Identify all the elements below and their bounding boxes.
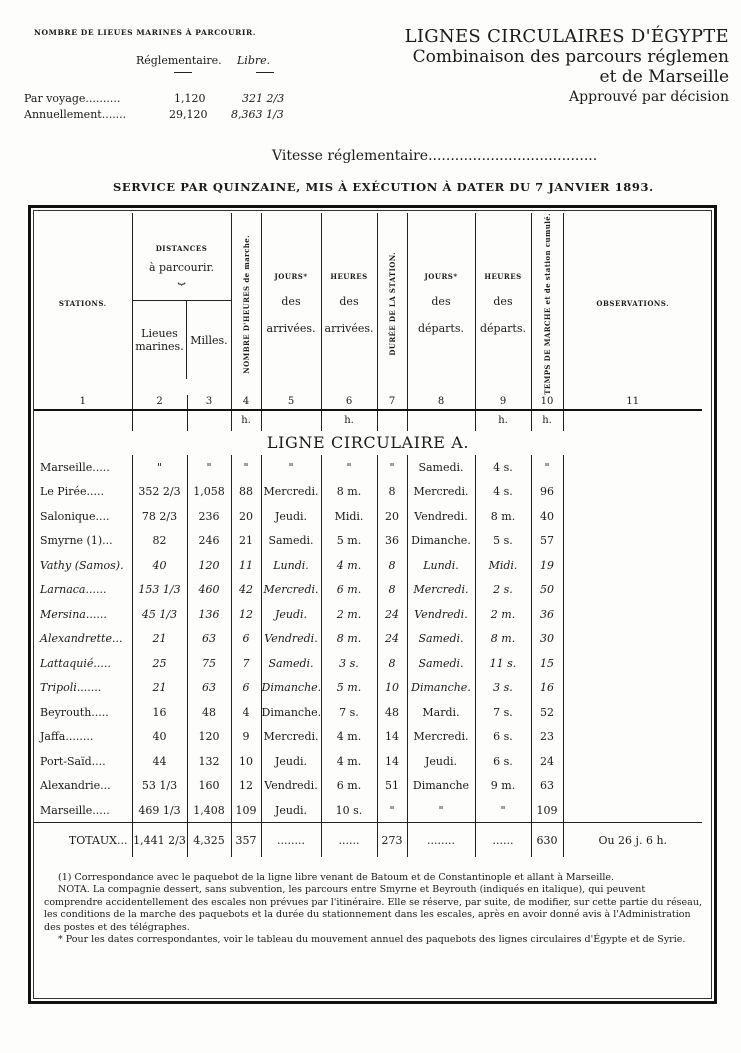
table-header-row [34,213,702,395]
table-cell: Dimanche [407,773,475,798]
table-cell: 20 [231,504,261,529]
header-temps-cell [531,213,563,395]
table-cell: 7 [231,651,261,676]
table-cell: 352 2/3 [132,479,187,504]
subtitle-line: et de Marseille [599,67,729,87]
observation-cell [563,577,702,602]
row-label: Par voyage.......... [24,92,121,105]
unit-label: h. [321,410,377,431]
table-body [34,455,702,823]
table-cell: 4 m. [321,749,377,774]
table-cell: 63 [187,626,231,651]
header-nb-heures: NOMBRE D'HEURES de marche. [241,234,251,374]
header-text: des [281,295,301,309]
table-cell: 88 [231,479,261,504]
table-cell: 44 [132,749,187,774]
distance-summary [24,28,324,121]
header-text: JOURS* [274,272,308,282]
table-cell: 236 [187,504,231,529]
footnote-star: * Pour les dates correspondantes, voir le tableau du mouvement annuel des paquebots des lignes circulaires d'Égypte et de Syrie. [58,934,686,946]
table-row [34,602,702,627]
table-cell: Jeudi. [261,749,321,774]
table-cell: 48 [377,700,407,725]
station-name: Port-Saïd.... [34,749,132,774]
table-cell: 1,408 [187,798,231,823]
subtitle-line: Combinaison des parcours réglemen [412,47,729,67]
header-temps: TEMPS DE MARCHE et de station cumulé. [542,213,552,395]
column-number-row [34,395,702,410]
totals-label: TOTAUX... [34,823,132,858]
table-row [34,479,702,504]
table-row [34,773,702,798]
observation-cell [563,651,702,676]
table-cell: Mercredi. [261,577,321,602]
table-cell: 7 s. [475,700,531,725]
table-row [34,577,702,602]
table-cell: 136 [187,602,231,627]
table-cell: 78 2/3 [132,504,187,529]
table-row [34,626,702,651]
table-cell: Samedi. [261,528,321,553]
observation-cell [563,528,702,553]
nota-text: La compagnie dessert, sans subvention, les parcours entre Smyrne et Beyrouth (indiqués en italique), qui peuvent comprendre accidentellement des escales non prévues par l'itinéraire. Elle se réserve, par suite, de modifier, sur cette partie du réseau, les conditions de la marche des paquebots et la durée du stationnement dans les escales, après en avoir donné avis à l'Administration des postes et des télégraphes. [44,884,702,933]
table-cell: 8 m. [321,626,377,651]
station-name: Beyrouth..... [34,700,132,725]
table-cell: 45 1/3 [132,602,187,627]
header-text: JOURS* [424,272,458,282]
table-cell: Mardi. [407,700,475,725]
table-cell: 12 [231,602,261,627]
totals-observation: Ou 26 j. 6 h. [563,823,702,858]
table-cell: 8 [377,651,407,676]
table-cell: Dimanche. [261,700,321,725]
table-cell: 6 m. [321,577,377,602]
table-cell: 12 [231,773,261,798]
totals-cell: ........ [407,823,475,858]
table-cell: 42 [231,577,261,602]
title-block [405,26,729,105]
header-duree-cell [377,213,407,395]
divider [174,72,192,73]
nota [44,884,704,934]
station-name: Le Pirée..... [34,479,132,504]
table-cell: 10 [377,675,407,700]
station-name: Alexandrie... [34,773,132,798]
table-cell: " [187,455,231,480]
table-cell: " [231,455,261,480]
table-cell: 120 [187,724,231,749]
service-line: SERVICE PAR QUINZAINE, MIS À EXÉCUTION À DATER DU 7 JANVIER 1893. [113,180,654,194]
col-number: 6 [321,395,377,410]
observation-cell [563,749,702,774]
table-cell: Vendredi. [261,773,321,798]
header-heures-departs [475,213,531,395]
table-row [34,749,702,774]
table-cell: 96 [531,479,563,504]
station-name: Vathy (Samos). [34,553,132,578]
table-cell: 30 [531,626,563,651]
table-cell: 6 m. [321,773,377,798]
table-cell: 120 [187,553,231,578]
header-lieues: Lieues marines. [133,301,188,379]
table-cell: Dimanche. [261,675,321,700]
table-cell: 1,058 [187,479,231,504]
table-cell: Midi. [321,504,377,529]
approval-line: Approuvé par décision [569,89,729,105]
table-cell: 6 s. [475,724,531,749]
totals-cell: ........ [261,823,321,858]
table-cell: 2 m. [475,602,531,627]
table-cell: 2 m. [321,602,377,627]
table-cell: 21 [231,528,261,553]
table-cell: 8 [377,553,407,578]
header-milles: Milles. [190,333,228,347]
table-cell: 460 [187,577,231,602]
table-cell: 53 1/3 [132,773,187,798]
table-cell: 48 [187,700,231,725]
header-jours-departs [407,213,475,395]
totals-cell: 357 [231,823,261,858]
header-text: HEURES [484,272,522,282]
table-cell: Jeudi. [261,798,321,823]
unit-label: h. [475,410,531,431]
section-title: LIGNE CIRCULAIRE A. [266,433,470,453]
table-cell: 2 s. [475,577,531,602]
table-cell: 8 [377,479,407,504]
units-row [34,410,702,431]
header-stations: STATIONS. [34,213,132,395]
table-cell: 11 [231,553,261,578]
table-cell: 23 [531,724,563,749]
table-cell: 24 [377,602,407,627]
nota-label: NOTA. [58,884,90,896]
col-number: 2 [132,395,187,410]
table-cell: Jeudi. [261,602,321,627]
table-cell: Dimanche. [407,675,475,700]
col-number: 4 [231,395,261,410]
table-row [34,455,702,480]
table-cell: 5 m. [321,675,377,700]
col-number: 3 [187,395,231,410]
table-cell: Mercredi. [407,724,475,749]
table-cell: 153 1/3 [132,577,187,602]
row-lib-value: 8,363 1/3 [231,108,284,121]
col-number: 5 [261,395,321,410]
table-cell: " [475,798,531,823]
table-cell: 50 [531,577,563,602]
table-cell: 21 [132,626,187,651]
table-cell: " [132,455,187,480]
col-reglementaire-label: Réglementaire. [136,54,222,67]
brace-glyph: ⏟ [177,271,186,287]
table-cell: 109 [531,798,563,823]
table-cell: 21 [132,675,187,700]
table-cell: " [531,455,563,480]
observation-cell [563,626,702,651]
table-cell: 63 [187,675,231,700]
table-cell: Mercredi. [407,479,475,504]
table-row [34,675,702,700]
observation-cell [563,773,702,798]
table-cell: 82 [132,528,187,553]
table-cell: 469 1/3 [132,798,187,823]
station-name: Salonique.... [34,504,132,529]
table-cell: 14 [377,724,407,749]
station-name: Marseille..... [34,798,132,823]
table-cell: 8 m. [475,504,531,529]
header-duree: DURÉE DE LA STATION. [387,252,397,356]
observation-cell [563,675,702,700]
row-label: Annuellement....... [24,108,127,121]
table-cell: 40 [531,504,563,529]
header-text: arrivées. [324,322,374,336]
table-cell: " [407,798,475,823]
observation-cell [563,455,702,480]
table-cell: 10 s. [321,798,377,823]
table-cell: 36 [377,528,407,553]
speed-line: Vitesse réglementaire...................................... [272,148,598,164]
table-cell: Jeudi. [261,504,321,529]
header-heures-arrivees [321,213,377,395]
col-number: 11 [563,395,702,410]
table-cell: Lundi. [407,553,475,578]
table-cell: 11 s. [475,651,531,676]
station-name: Tripoli....... [34,675,132,700]
table-cell: Vendredi. [407,504,475,529]
station-name: Mersina...... [34,602,132,627]
col-number: 1 [34,395,132,410]
table-cell: 160 [187,773,231,798]
table-cell: Mercredi. [407,577,475,602]
page-title: LIGNES CIRCULAIRES D'ÉGYPTE [404,26,729,47]
row-reg-value: 1,120 [174,92,206,105]
distance-summary-heading: NOMBRE DE LIEUES MARINES À PARCOURIR. [34,28,257,37]
divider [256,72,274,73]
table-cell: " [261,455,321,480]
table-cell: 15 [531,651,563,676]
table-cell: Jeudi. [407,749,475,774]
table-cell: 16 [132,700,187,725]
header-a-parcourir: à parcourir. [148,261,215,275]
table-cell: 57 [531,528,563,553]
station-name: Smyrne (1)... [34,528,132,553]
table-cell: 10 [231,749,261,774]
header-text: départs. [418,322,464,336]
table-cell: 16 [531,675,563,700]
header-text: arrivées. [266,322,316,336]
table-cell: 40 [132,724,187,749]
station-name: Larnaca...... [34,577,132,602]
table-cell: 246 [187,528,231,553]
observation-cell [563,553,702,578]
table-cell: 75 [187,651,231,676]
table-cell: 4 [231,700,261,725]
observation-cell [563,479,702,504]
table-cell: Samedi. [261,651,321,676]
header-jours-arrivees [261,213,321,395]
observation-cell [563,602,702,627]
totals-row [34,823,702,858]
table-cell: 63 [531,773,563,798]
table-cell: 24 [377,626,407,651]
table-cell: 5 m. [321,528,377,553]
table-cell: " [377,455,407,480]
table-cell: 4 m. [321,724,377,749]
header-observations: OBSERVATIONS. [596,299,670,309]
header-text: HEURES [330,272,368,282]
table-cell: 6 [231,675,261,700]
header-nb-heures-cell [231,213,261,395]
table-cell: Dimanche. [407,528,475,553]
table-cell: 51 [377,773,407,798]
col-libre-label: Libre. [237,54,271,67]
table-cell: 4 s. [475,479,531,504]
totals-cell: 273 [377,823,407,858]
table-cell: 24 [531,749,563,774]
totals-cell: 4,325 [187,823,231,858]
observation-cell [563,724,702,749]
table-cell: 9 m. [475,773,531,798]
table-cell: Samedi. [407,626,475,651]
table-cell: 40 [132,553,187,578]
col-number: 8 [407,395,475,410]
totals-cell: ...... [321,823,377,858]
table-cell: " [377,798,407,823]
station-name: Lattaquié..... [34,651,132,676]
table-cell: Mercredi. [261,479,321,504]
table-cell: 3 s. [475,675,531,700]
table-cell: 25 [132,651,187,676]
table-row [34,798,702,823]
table-row [34,700,702,725]
header-text: des [431,295,451,309]
table-cell: 3 s. [321,651,377,676]
footnote-1: (1) Correspondance avec le paquebot de la ligne libre venant de Batoum et de Constantinople et allant à Marseille. [58,872,615,883]
table-cell: 6 s. [475,749,531,774]
header-distances-label: DISTANCES [155,244,208,254]
table-cell: Mercredi. [261,724,321,749]
station-name: Jaffa........ [34,724,132,749]
table-cell: 8 m. [321,479,377,504]
observation-cell [563,700,702,725]
header-distances [132,213,231,395]
totals-cell: 1,441 2/3 [132,823,187,858]
header-text: départs. [480,322,526,336]
observation-cell [563,504,702,529]
header-text: des [339,295,359,309]
table-cell: Vendredi. [261,626,321,651]
table-cell: 7 s. [321,700,377,725]
table-cell: 8 [377,577,407,602]
table-cell: " [321,455,377,480]
table-cell: 8 m. [475,626,531,651]
row-reg-value: 29,120 [169,108,208,121]
col-number: 7 [377,395,407,410]
table-cell: 52 [531,700,563,725]
station-name: Marseille..... [34,455,132,480]
table-cell: 36 [531,602,563,627]
table-row [34,504,702,529]
table-cell: 4 m. [321,553,377,578]
table-cell: 9 [231,724,261,749]
observation-cell [563,798,702,823]
unit-label: h. [231,410,261,431]
row-lib-value: 321 2/3 [242,92,285,105]
unit-label: h. [531,410,563,431]
table-cell: 14 [377,749,407,774]
timetable [34,213,702,857]
footnotes [44,872,704,946]
table-cell: 4 s. [475,455,531,480]
table-cell: Samedi. [407,455,475,480]
table-row [34,724,702,749]
table-cell: Samedi. [407,651,475,676]
totals-cell: 630 [531,823,563,858]
table-cell: Midi. [475,553,531,578]
table-cell: 19 [531,553,563,578]
section-row [34,431,702,455]
station-name: Alexandrette... [34,626,132,651]
table-cell: 132 [187,749,231,774]
table-cell: 20 [377,504,407,529]
header-text: des [493,295,513,309]
table-cell: 6 [231,626,261,651]
table-cell: Vendredi. [407,602,475,627]
table-row [34,528,702,553]
col-number: 9 [475,395,531,410]
table-row [34,553,702,578]
table-row [34,651,702,676]
table-cell: 109 [231,798,261,823]
col-number: 10 [531,395,563,410]
totals-cell: ...... [475,823,531,858]
table-cell: 5 s. [475,528,531,553]
table-cell: Lundi. [261,553,321,578]
